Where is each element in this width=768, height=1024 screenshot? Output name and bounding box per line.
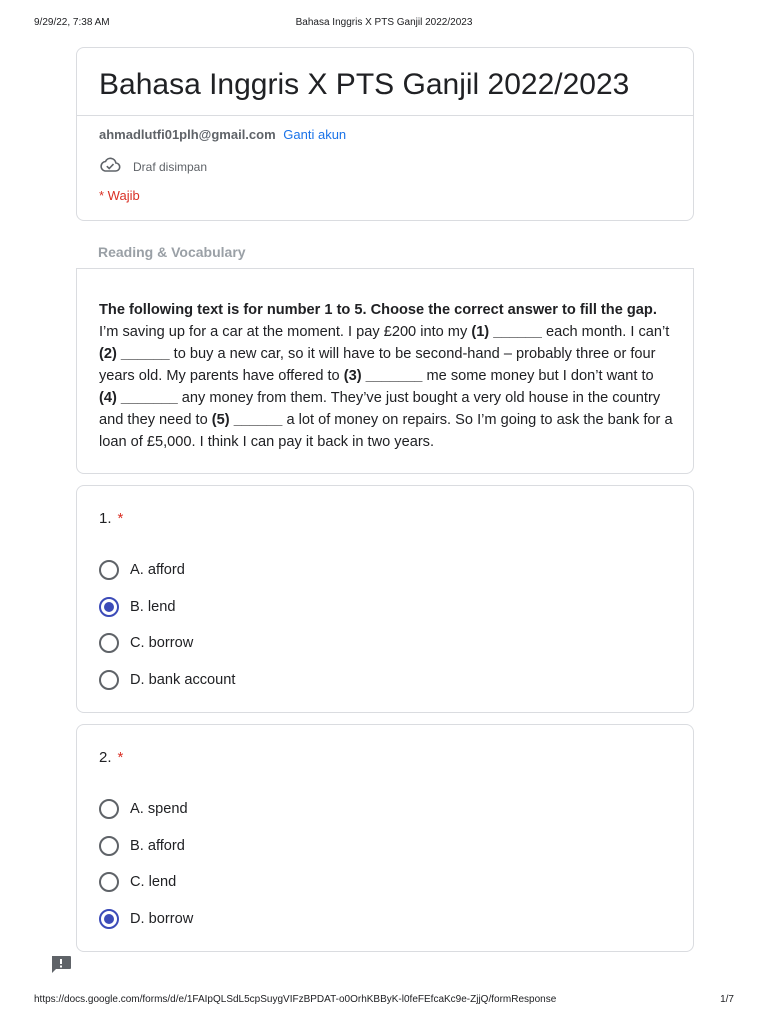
page-number: 1/7 — [720, 994, 734, 1005]
radio-option[interactable] — [99, 864, 193, 901]
radio-option-label: D. bank account — [130, 671, 236, 688]
form-header-card — [76, 47, 694, 221]
passage-text: to buy a new car, so it will have to be second-hand – probably three or four years old. My parents have offered to — [99, 346, 656, 384]
radio-option-label: C. borrow — [130, 635, 194, 652]
passage-text: me some money but I don’t want to — [422, 368, 654, 384]
radio-option[interactable] — [99, 901, 193, 938]
gap-4: (4) _______ — [99, 390, 178, 406]
radio-option[interactable] — [99, 589, 235, 626]
switch-account-link[interactable]: Ganti akun — [283, 127, 347, 142]
radio-group — [99, 791, 193, 937]
page-url: https://docs.google.com/forms/d/e/1FAIpQLSdL5cpSuygVIFzBPDAT-o0OrhKBByK-l0feFEfcaKc9e-ZjjQ/formResponse — [34, 994, 557, 1005]
required-note: * Wajib — [99, 188, 140, 203]
gap-5: (5) ______ — [211, 412, 283, 428]
draft-status-text: Draf disimpan — [133, 160, 208, 174]
section-title: Reading & Vocabulary — [98, 244, 246, 260]
radio-button[interactable] — [99, 872, 119, 892]
form-title: Bahasa Inggris X PTS Ganjil 2022/2023 — [99, 68, 630, 101]
radio-group — [99, 552, 235, 698]
cloud-check-icon — [99, 157, 121, 178]
radio-option[interactable] — [99, 625, 235, 662]
radio-button[interactable] — [99, 909, 119, 929]
question-card-1 — [76, 485, 694, 713]
passage-text: each month. I can’t — [541, 324, 670, 340]
gap-3: (3) _______ — [343, 368, 423, 384]
account-row — [99, 127, 346, 142]
passage-card — [76, 268, 694, 474]
feedback-icon[interactable] — [50, 954, 72, 974]
radio-button[interactable] — [99, 836, 119, 856]
print-title: Bahasa Inggris X PTS Ganjil 2022/2023 — [295, 17, 473, 28]
radio-option-label: B. afford — [130, 837, 185, 854]
radio-button[interactable] — [99, 633, 119, 653]
radio-option-label: A. afford — [130, 562, 185, 579]
print-date: 9/29/22, 7:38 AM — [34, 17, 110, 28]
passage-text: any money from them. They’ve just bought a very old house in the country and they need to — [99, 390, 661, 428]
draft-status — [99, 157, 207, 177]
passage-text: I’m saving up for a car at the moment. I pay £200 into my — [99, 324, 472, 340]
print-header — [0, 17, 768, 31]
radio-option-label: B. lend — [130, 598, 176, 615]
question-title — [99, 510, 123, 527]
radio-option-label: C. lend — [130, 874, 177, 891]
radio-button[interactable] — [99, 799, 119, 819]
radio-option[interactable] — [99, 552, 235, 589]
question-number: 1. — [99, 510, 112, 527]
required-asterisk: * — [117, 510, 124, 527]
radio-option-label: A. spend — [130, 801, 188, 818]
required-asterisk: * — [117, 749, 124, 766]
radio-option[interactable] — [99, 791, 193, 828]
question-title — [99, 749, 123, 766]
account-email: ahmadlutfi01plh@gmail.com — [99, 127, 276, 142]
radio-button[interactable] — [99, 670, 119, 690]
question-number: 2. — [99, 749, 112, 766]
passage-instructions: The following text is for number 1 to 5. Choose the correct answer to fill the gap. — [99, 302, 657, 318]
radio-option[interactable] — [99, 828, 193, 865]
radio-button[interactable] — [99, 560, 119, 580]
radio-option-label: D. borrow — [130, 910, 194, 927]
radio-option[interactable] — [99, 662, 235, 699]
gap-2: (2) ______ — [99, 346, 170, 362]
gap-1: (1) ______ — [471, 324, 542, 340]
radio-button[interactable] — [99, 597, 119, 617]
reading-passage — [99, 299, 675, 453]
passage-text: a lot of money on repairs. So I’m going to ask the bank for a loan of £5,000. I think I can pay it back in two years. — [99, 412, 673, 450]
question-card-2 — [76, 724, 694, 952]
header-divider — [77, 115, 693, 116]
